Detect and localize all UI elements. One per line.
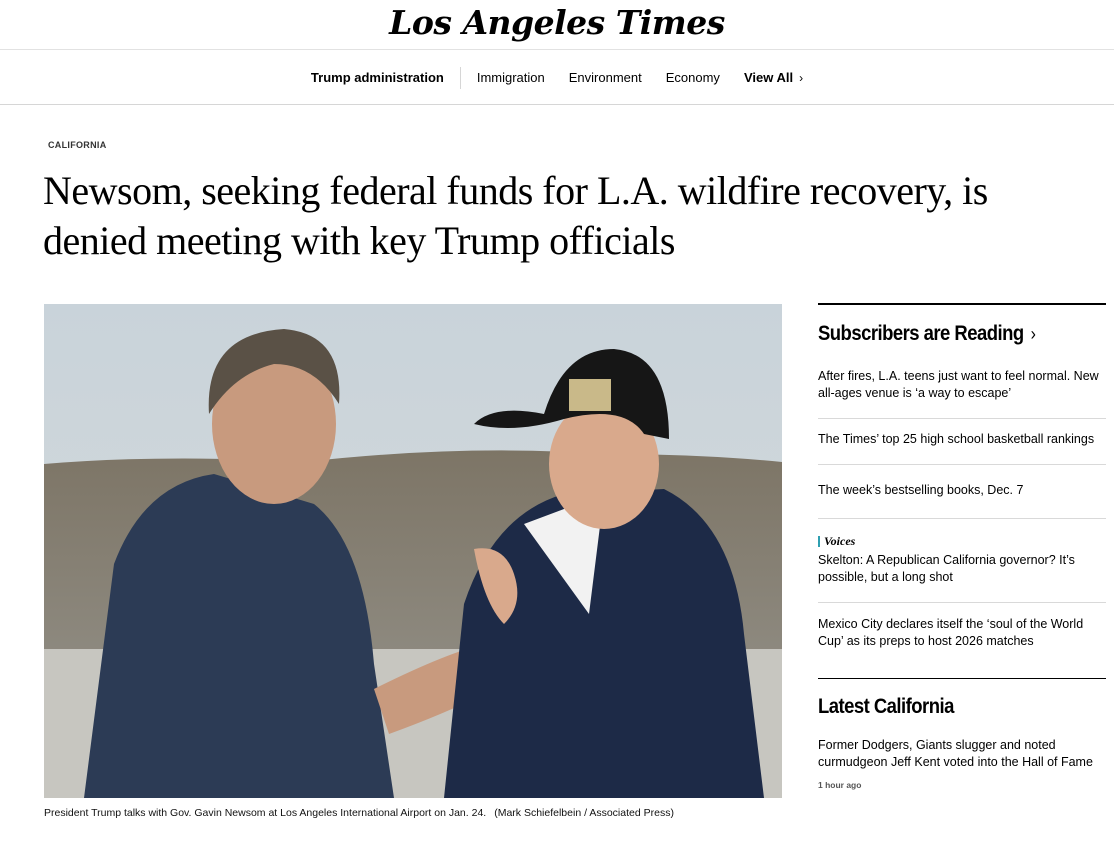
voices-label: Voices: [824, 534, 856, 548]
nav-item-trump-administration[interactable]: Trump administration: [310, 70, 444, 85]
latest-heading-label: Latest California: [818, 695, 954, 718]
story-link[interactable]: After fires, L.A. teens just want to feel normal. New all-ages venue is ‘a way to escape’: [818, 369, 1099, 400]
site-logo[interactable]: Los Angeles Times: [389, 3, 725, 42]
list-item[interactable]: [818, 737, 1106, 794]
story-link[interactable]: Skelton: A Republican California governor? It’s possible, but a long shot: [818, 553, 1075, 584]
article-photo: [44, 304, 782, 798]
list-item[interactable]: [818, 603, 1106, 669]
masthead: [0, 0, 1114, 50]
nav-item-economy[interactable]: Economy: [665, 70, 720, 85]
subscribers-reading-heading[interactable]: [818, 322, 1071, 346]
story-timestamp: 1 hour ago: [818, 780, 862, 790]
latest-california-heading[interactable]: [818, 695, 1071, 719]
nav-view-all[interactable]: [732, 70, 815, 85]
rail-divider: [818, 678, 1106, 679]
photo-caption: [44, 807, 804, 819]
voices-accent-bar: [818, 536, 820, 547]
story-link[interactable]: Mexico City declares itself the ‘soul of the World Cup’ as its preps to host 2026 matches: [818, 617, 1084, 648]
list-item[interactable]: [818, 465, 1106, 519]
view-all-label: View All: [743, 70, 794, 85]
rail-rule: [818, 303, 1106, 305]
list-item[interactable]: [818, 419, 1106, 465]
voices-tag[interactable]: [818, 533, 1106, 550]
article-headline: Newsom, seeking federal funds for L.A. wildfire recovery, is denied meeting with key Trump officials: [43, 168, 988, 263]
right-rail: [818, 303, 1106, 794]
story-link[interactable]: The Times’ top 25 high school basketball rankings: [818, 432, 1095, 446]
story-link[interactable]: The week’s bestselling books, Dec. 7: [818, 483, 1024, 497]
caption-text: President Trump talks with Gov. Gavin Newsom at Los Angeles International Airport on Jan. 24.: [44, 807, 487, 819]
list-item[interactable]: [818, 519, 1106, 603]
photo-credit: (Mark Schiefelbein / Associated Press): [494, 807, 674, 819]
nav-item-immigration[interactable]: Immigration: [476, 70, 545, 85]
section-nav: [0, 51, 1114, 105]
chevron-right-icon: ›: [1030, 323, 1036, 344]
chevron-right-icon: ›: [799, 70, 804, 85]
nav-item-environment[interactable]: Environment: [568, 70, 642, 85]
subscribers-heading-label: Subscribers are Reading: [818, 322, 1024, 345]
story-link[interactable]: Former Dodgers, Giants slugger and noted curmudgeon Jeff Kent voted into the Hall of Fame: [818, 738, 1093, 769]
nav-divider: [460, 67, 461, 89]
section-label[interactable]: CALIFORNIA: [48, 140, 107, 150]
list-item[interactable]: [818, 368, 1106, 419]
